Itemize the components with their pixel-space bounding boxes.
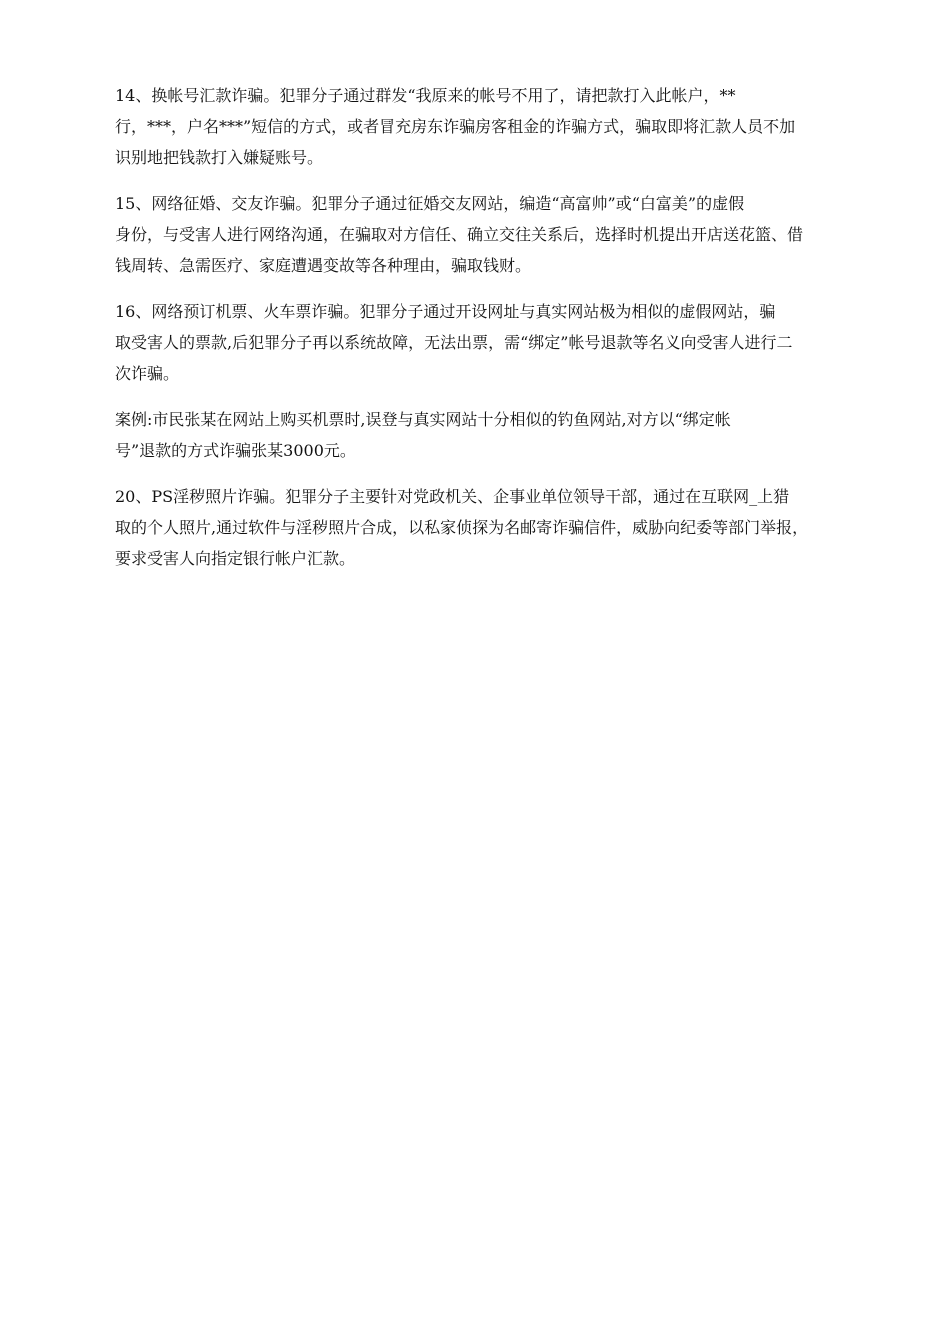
paragraph-line: 钱周转、急需医疗、家庭遭遇变故等各种理由，骗取钱财。 — [115, 256, 532, 275]
paragraph-line: 16、网络预订机票、火车票诈骗。犯罪分子通过开设网址与真实网站极为相似的虚假网站，骗 — [115, 302, 776, 321]
paragraph-line: 案例:市民张某在网站上购买机票时,误登与真实网站十分相似的钓鱼网站,对方以“绑定帐 — [115, 410, 731, 429]
paragraph-case-example — [83, 404, 867, 466]
paragraph-line: 要求受害人向指定银行帐户汇款。 — [115, 549, 356, 568]
paragraph-item-15 — [83, 188, 867, 281]
paragraph-line: 取的个人照片,通过软件与淫秽照片合成，以私家侦探为名邮寄诈骗信件，威胁向纪委等部门举报， — [115, 518, 809, 537]
paragraph-line: 取受害人的票款,后犯罪分子再以系统故障，无法出票，需“绑定”帐号退款等名义向受害人进行二 — [115, 333, 793, 352]
paragraph-line: 行，***，户名***”短信的方式，或者冒充房东诈骗房客租金的诈骗方式，骗取即将汇款人员不加 — [115, 117, 796, 136]
paragraph-line: 号”退款的方式诈骗张某3000元。 — [115, 441, 356, 460]
paragraph-line: 14、换帐号汇款诈骗。犯罪分子通过群发“我原来的帐号不用了，请把款打入此帐户，** — [115, 86, 736, 105]
paragraph-line: 15、网络征婚、交友诈骗。犯罪分子通过征婚交友网站，编造“高富帅”或“白富美”的虚假 — [115, 194, 745, 213]
paragraph-item-14 — [83, 80, 867, 173]
paragraph-line: 识别地把钱款打入嫌疑账号。 — [115, 148, 324, 167]
paragraph-item-20 — [83, 481, 867, 574]
paragraph-line: 20、PS淫秽照片诈骗。犯罪分子主要针对党政机关、企事业单位领导干部，通过在互联网_上猎 — [115, 487, 790, 506]
paragraph-line: 次诈骗。 — [115, 364, 180, 383]
paragraph-line: 身份，与受害人进行网络沟通，在骗取对方信任、确立交往关系后，选择时机提出开店送花篮、借 — [115, 225, 804, 244]
document-body — [83, 80, 867, 589]
paragraph-item-16 — [83, 296, 867, 389]
